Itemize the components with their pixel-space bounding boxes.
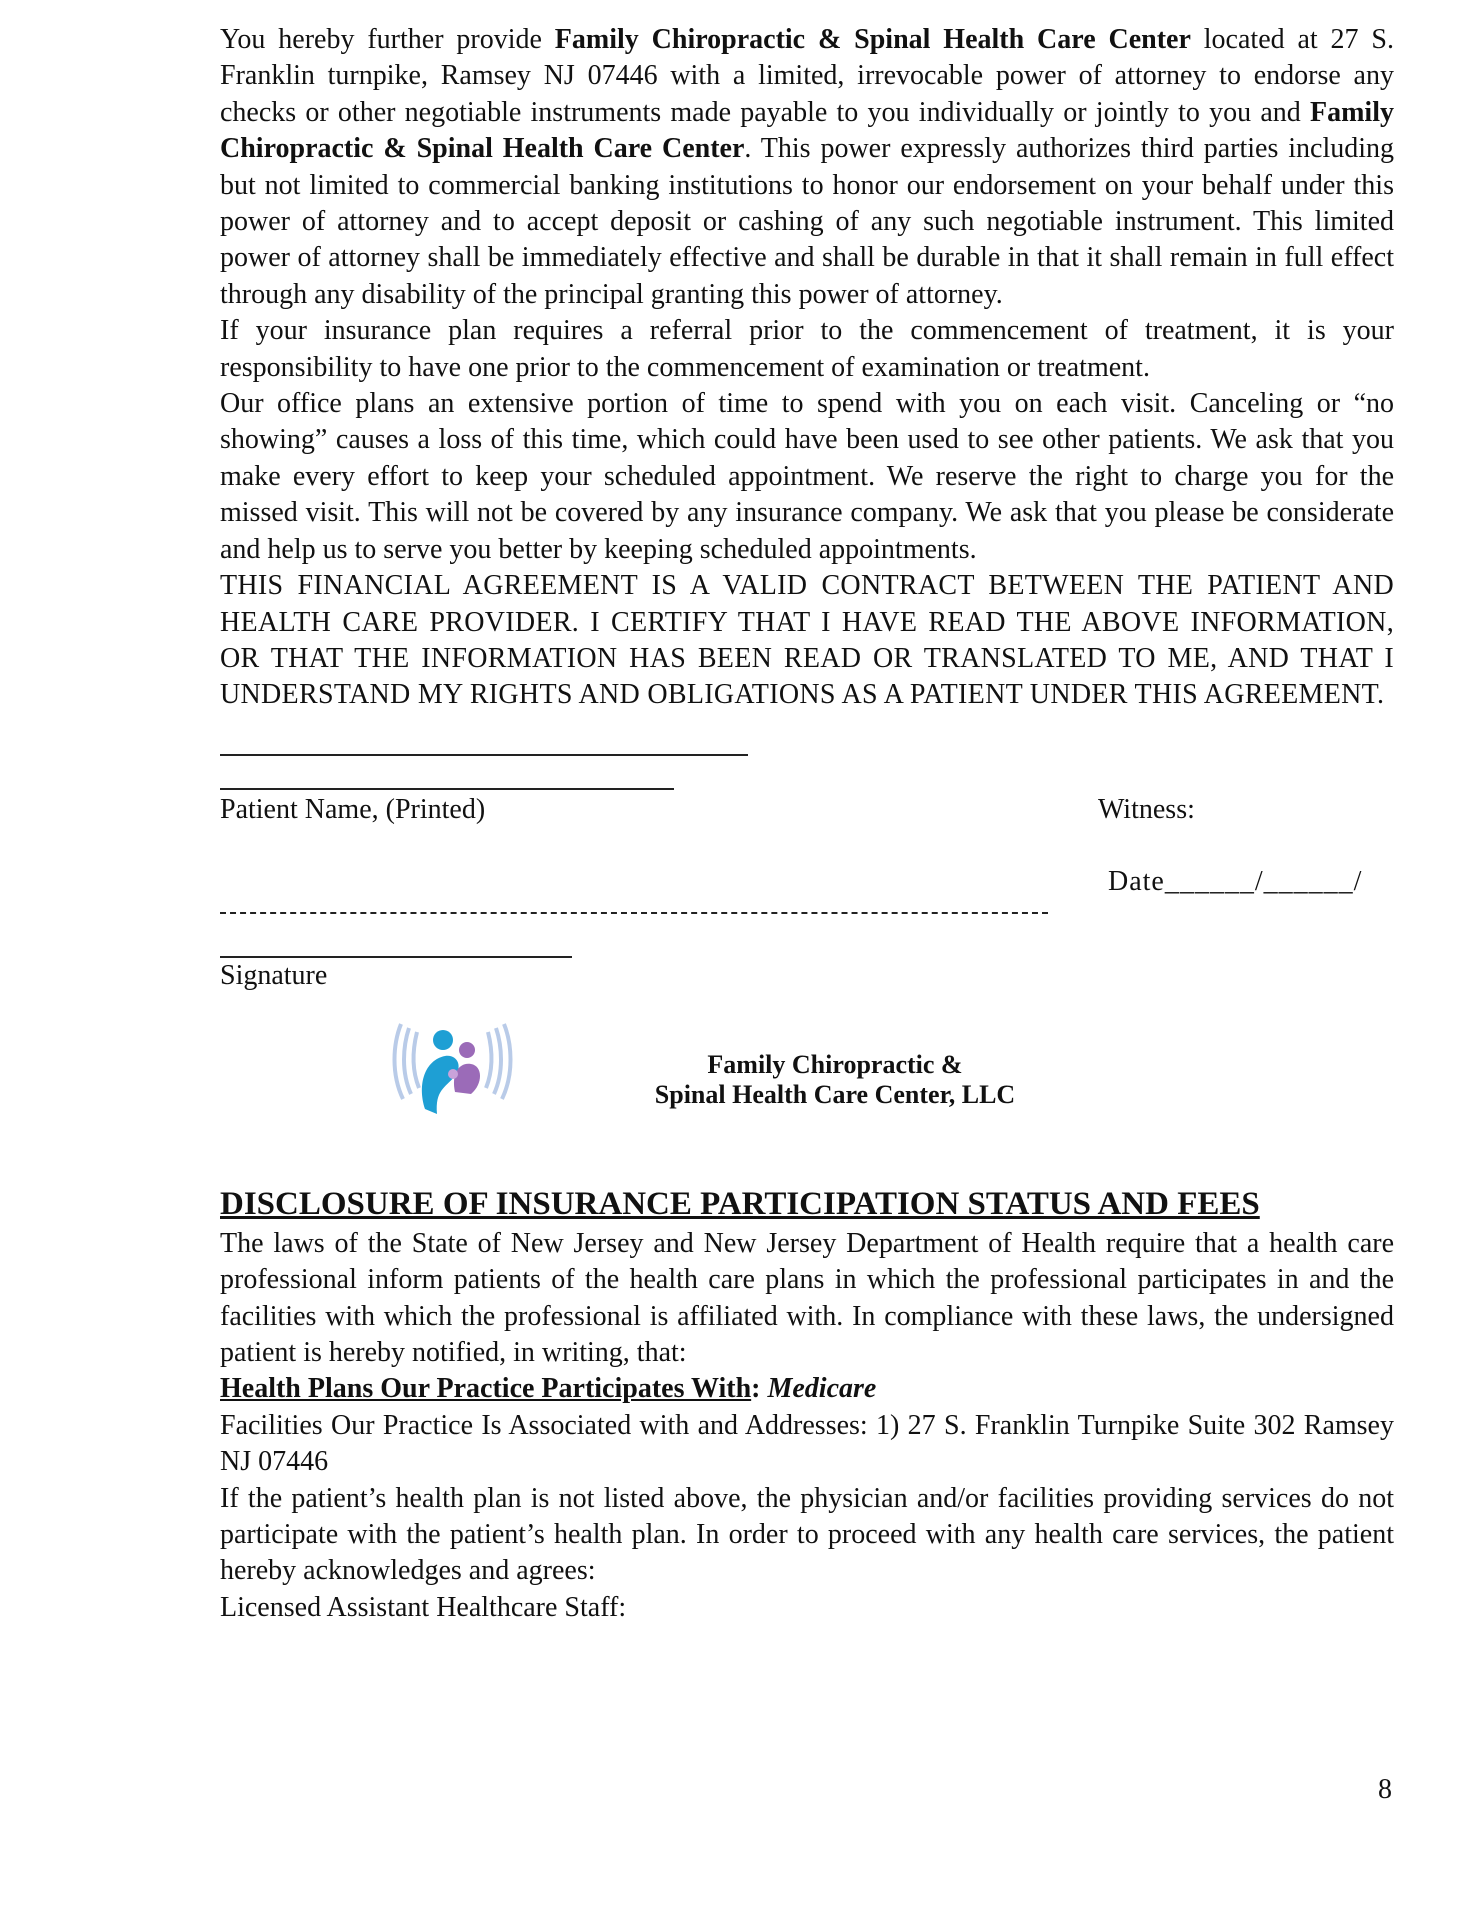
disclosure-intro-paragraph: The laws of the State of New Jersey and New Jersey Department of Health require that a health care professional inform patients of the health care plans in which the professional participates in and the facilities with which the professional is affiliated with. In compliance with these laws, the undersigned patient is hereby notified, in writing, that:	[220, 1227, 1394, 1368]
printed-name-line[interactable]	[220, 754, 748, 756]
content-column	[220, 22, 1394, 1626]
letterhead	[220, 994, 1394, 1184]
cancellation-paragraph: Our office plans an extensive portion of time to spend with you on each visit. Canceling or “no showing” causes a loss of this time, which could have been used to see other patients. We ask that you make every effort to keep your scheduled appointment. We reserve the right to charge you for the missed visit. This will not be covered by any insurance company. We ask that you please be considerate and help us to serve you better by keeping scheduled appointments.	[220, 388, 1394, 565]
poa-text-3: . This power expressly authorizes third parties including but not limited to commercial banking institutions to honor our endorsement on your behalf under this power of attorney and to accept deposit or cashing of any such negotiable instrument. This limited power of attorney shall be immediately effective and shall be durable in that it shall remain in full effect through any disability of the principal granting this power of attorney.	[220, 133, 1395, 310]
staff-line: Licensed Assistant Healthcare Staff:	[220, 1591, 627, 1623]
agreement-paragraph: THIS FINANCIAL AGREEMENT IS A VALID CONTRACT BETWEEN THE PATIENT AND HEALTH CARE PROVIDER. I CERTIFY THAT I HAVE READ THE ABOVE INFORMATION, OR THAT THE INFORMATION HAS BEEN READ OR TRANSLATED TO ME, AND THAT I UNDERSTAND MY RIGHTS AND OBLIGATIONS AS A PATIENT UNDER THIS AGREEMENT.	[220, 570, 1394, 711]
poa-text-2: located at 27 S. Franklin turnpike, Ramsey NJ 07446 with a limited, irrevocable power of attorney to endorse any checks or other negotiable instruments made payable to you individually or jointly to you and	[220, 24, 1395, 128]
patient-name-label: Patient Name, (Printed)	[220, 793, 486, 825]
family-hands-logo-icon	[385, 1004, 520, 1124]
company-name	[575, 1050, 1095, 1110]
health-plans-colon: :	[751, 1373, 768, 1405]
facilities-paragraph: Facilities Our Practice Is Associated with and Addresses: 1) 27 S. Franklin Turnpike Suite 302 Ramsey NJ 07446	[220, 1409, 1394, 1478]
company-name-line-1: Family Chiropractic &	[707, 1049, 963, 1079]
health-plans-line	[220, 1371, 1394, 1407]
referral-paragraph: If your insurance plan requires a referral prior to the commencement of treatment, it is your responsibility to have one prior to the commencement of examination or treatment.	[220, 315, 1394, 383]
signature-block	[220, 714, 1394, 994]
poa-text-1: You hereby further provide	[220, 24, 555, 55]
health-plans-label: Health Plans Our Practice Participates With	[220, 1373, 752, 1405]
health-plans-value: Medicare	[767, 1373, 877, 1405]
not-listed-paragraph: If the patient’s health plan is not listed above, the physician and/or facilities providing services do not participate with the patient’s health plan. In order to proceed with any health care services, the patient hereby acknowledges and agrees:	[220, 1482, 1394, 1587]
poa-company-name-2: Family Chiropractic & Spinal Health Care Center	[220, 96, 1394, 165]
company-name-line-2: Spinal Health Care Center, LLC	[654, 1079, 1016, 1109]
signature-label: Signature	[220, 959, 328, 991]
witness-name-line[interactable]	[220, 788, 674, 790]
witness-label: Witness:	[1098, 793, 1195, 825]
poa-company-name-1: Family Chiropractic & Spinal Health Care Center	[554, 24, 1191, 55]
page-number: 8	[1378, 1774, 1392, 1805]
disclosure-heading: DISCLOSURE OF INSURANCE PARTICIPATION STATUS AND FEES	[220, 1185, 1260, 1222]
date-field[interactable]: Date______/______/	[1108, 865, 1363, 897]
power-of-attorney-paragraph	[220, 22, 1394, 313]
signature-line[interactable]	[220, 912, 1048, 914]
